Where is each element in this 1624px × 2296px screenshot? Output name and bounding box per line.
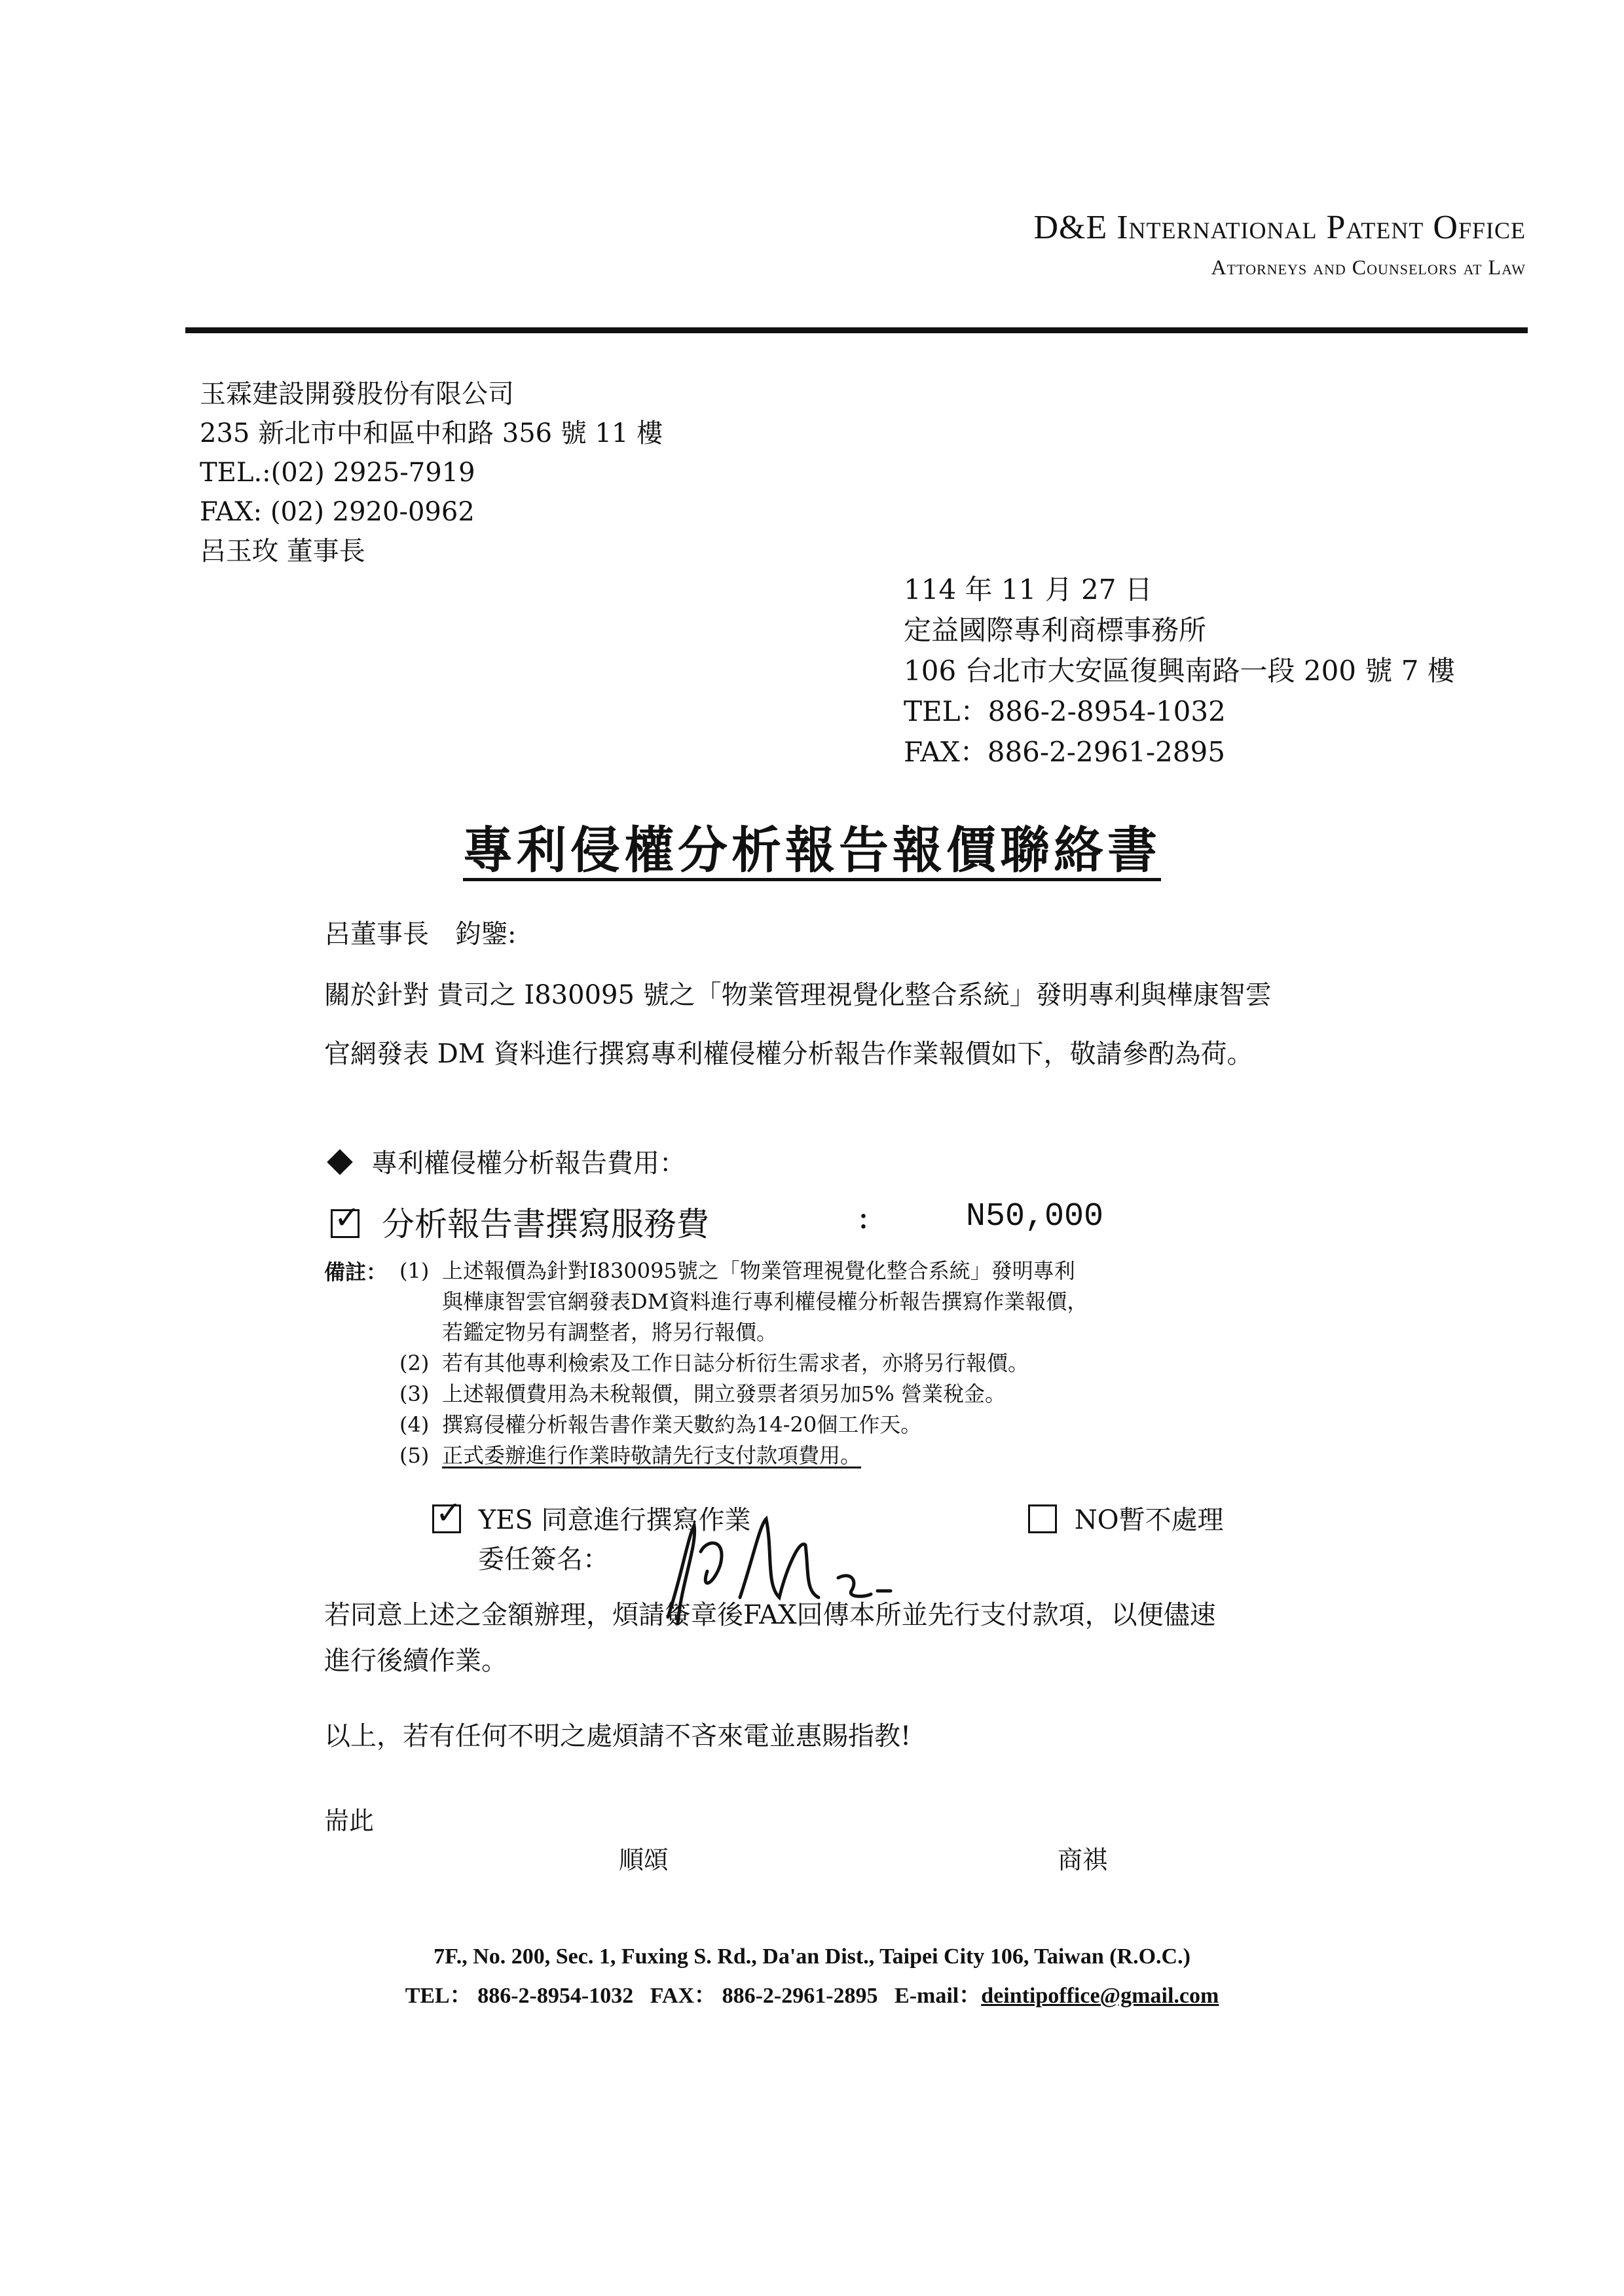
note-4	[399, 1410, 1088, 1440]
checkbox-checked-icon[interactable]	[331, 1199, 361, 1238]
office-subtitle: Attorneys and Counselors at Law	[1211, 255, 1526, 279]
note-number: (2)	[399, 1351, 430, 1376]
closing-text: 以上，若有任何不明之處煩請不吝來電並惠賜指教!	[324, 1721, 912, 1751]
fee-heading-text: 專利權侵權分析報告費用：	[371, 1148, 686, 1178]
header-rule	[185, 327, 1528, 333]
sign-off-shangqi: 商祺	[1058, 1846, 1108, 1874]
sign-label: 委任簽名：	[478, 1544, 609, 1575]
check-mark-icon: ✓	[334, 1199, 361, 1236]
recipient-company: 玉霖建設開發股份有限公司	[200, 379, 514, 409]
greeting: 呂董事長 鈞鑒:	[324, 919, 517, 949]
note-2	[399, 1348, 1088, 1379]
recipient-address: 235 新北市中和區中和路 356 號 11 樓	[200, 418, 663, 448]
after-text	[324, 1592, 1216, 1684]
fee-amount: N50,000	[966, 1198, 1104, 1235]
sender-office: 定益國際專利商標事務所	[904, 614, 1207, 646]
check-mark-icon: ✓	[435, 1495, 462, 1531]
footer-address: 7F., No. 200, Sec. 1, Fuxing S. Rd., Da'an Dist., Taipei City 106, Taiwan (R.O.C.)	[434, 1944, 1190, 1969]
note-text: 若有其他專利檢索及工作日誌分析衍生需求者，亦將另行報價。	[442, 1351, 1029, 1376]
footer-contact	[0, 1977, 1624, 2009]
checkbox-checked-icon[interactable]	[432, 1495, 462, 1533]
footer-tel-label: TEL：	[405, 1984, 472, 2008]
no-label: NO暫不處理	[1074, 1505, 1224, 1535]
body-line-2: 官網發表 DM 資料進行撰寫專利權侵權分析報告作業報價如下，敬請參酌為荷。	[324, 1039, 1253, 1069]
notes-label: 備註：	[324, 1260, 388, 1285]
recipient-fax: FAX: (02) 2920-0962	[200, 497, 475, 527]
footer-fax-label: FAX：	[650, 1984, 717, 2008]
note-1-cont: 與樺康智雲官網發表DM資料進行專利權侵權分析報告撰寫作業報價，	[442, 1289, 1088, 1314]
note-text: 撰寫侵權分析報告書作業天數約為14-20個工作天。	[442, 1412, 922, 1437]
recipient-block	[200, 374, 663, 571]
document-title-text: 專利侵權分析報告報價聯絡書	[463, 821, 1161, 879]
letter-date: 114 年 11 月 27 日	[904, 574, 1153, 606]
after-line-1: 若同意上述之金額辦理，煩請簽章後FAX回傳本所並先行支付款項，以便儘速	[324, 1600, 1216, 1630]
sender-tel: TEL：886-2-8954-1032	[904, 695, 1226, 727]
footer-fax: 886-2-2961-2895	[722, 1984, 878, 2008]
note-3	[399, 1379, 1088, 1410]
note-1-cont: 若鑑定物另有調整者，將另行報價。	[442, 1320, 778, 1345]
note-1	[399, 1256, 1088, 1286]
recipient-contact: 呂玉玫 董事長	[200, 536, 365, 566]
fee-heading	[331, 1142, 686, 1180]
after-line-2: 進行後續作業。	[324, 1646, 507, 1676]
fee-colon: :	[858, 1198, 869, 1236]
note-number: (1)	[399, 1258, 430, 1283]
fee-item-label: 分析報告書撰寫服務費	[381, 1205, 709, 1243]
sender-address: 106 台北市大安區復興南路一段 200 號 7 樓	[904, 655, 1455, 687]
note-text: 上述報價費用為未稅報價，開立發票者須另加5% 營業稅金。	[442, 1381, 1006, 1406]
office-name: D&E International Patent Office	[1033, 209, 1526, 246]
footer-tel: 886-2-8954-1032	[477, 1984, 634, 2008]
fee-item	[331, 1198, 709, 1245]
yes-label: YES 同意進行撰寫作業	[478, 1505, 751, 1535]
document-title	[0, 811, 1624, 882]
footer-email-label: E-mail：	[895, 1984, 982, 2008]
diamond-bullet-icon	[327, 1149, 353, 1175]
note-number: (4)	[399, 1412, 430, 1437]
sender-fax: FAX：886-2-2961-2895	[904, 736, 1225, 768]
no-option[interactable]	[1028, 1499, 1224, 1537]
note-5	[399, 1440, 1088, 1471]
recipient-tel: TEL.:(02) 2925-7919	[200, 458, 475, 488]
sign-off-duanci: 耑此	[324, 1806, 375, 1835]
notes-list	[399, 1256, 1088, 1471]
body-line-1: 關於針對 貴司之 I830095 號之「物業管理視覺化整合系統」發明專利與樺康智雲	[324, 980, 1272, 1010]
body-text	[324, 966, 1272, 1084]
note-text: 正式委辦進行作業時敬請先行支付款項費用。	[442, 1443, 862, 1468]
note-number: (5)	[399, 1443, 430, 1468]
checkbox-empty-icon[interactable]	[1028, 1504, 1057, 1533]
note-number: (3)	[399, 1381, 430, 1406]
note-text: 上述報價為針對I830095號之「物業管理視覺化整合系統」發明專利	[442, 1258, 1075, 1283]
sender-block	[904, 570, 1455, 773]
sign-off-shunsong: 順頌	[619, 1846, 669, 1874]
footer-email-link[interactable]: deintipoffice@gmail.com	[981, 1984, 1219, 2008]
